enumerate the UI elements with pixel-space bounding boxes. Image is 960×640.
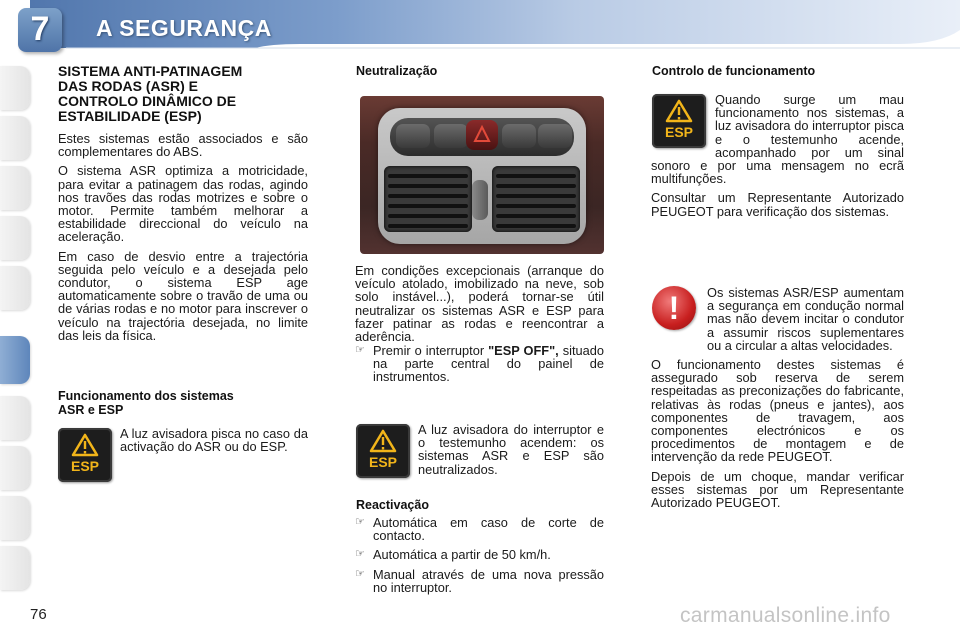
- neutralization-heading: Neutralização: [356, 64, 438, 78]
- warning-text-block: [651, 286, 904, 515]
- reactivation-list: [355, 516, 604, 600]
- neutralized-text: A luz avisadora do interruptor e o testemunho acendem: os sistemas ASR e ESP são neutralizados.: [418, 422, 604, 477]
- reactivation-item-text: Automática em caso de corte de contacto.: [373, 515, 604, 544]
- functioning-heading: [58, 389, 308, 417]
- section-title-line-3: CONTROLO DINÂMICO DE: [58, 93, 237, 109]
- intro-text: [58, 132, 308, 348]
- section-title-line-1: SISTEMA ANTI-PATINAGEM: [58, 63, 243, 79]
- esp-warning-icon: [356, 424, 410, 478]
- esp-off-label: "ESP OFF",: [488, 343, 559, 358]
- section-title-line-2: DAS RODAS (ASR) E: [58, 78, 199, 94]
- dashboard-center-console-photo: [360, 96, 604, 254]
- section-title: [58, 64, 308, 124]
- page-number: 76: [30, 606, 47, 623]
- side-tab-10[interactable]: [0, 546, 30, 590]
- neutralization-text: Em condições excepcionais (arranque do veículo atolado, imobilizado na neve, sob solo instável...), poderá tornar-se útil neutralizar os sistemas ASR e ESP para fazer patinar as rodas e reencontrar a aderência.: [355, 263, 604, 345]
- side-tab-2[interactable]: [0, 116, 30, 160]
- control-text-block: [651, 93, 904, 224]
- consult-text: Consultar um Representante Autorizado PEUGEOT para verificação dos sistemas.: [651, 190, 904, 219]
- pointing-hand-icon: ☞: [355, 516, 365, 528]
- functioning-heading-line-1: Funcionamento dos sistemas: [58, 389, 234, 403]
- section-title-line-4: ESTABILIDADE (ESP): [58, 108, 202, 124]
- exclamation-mark: !: [668, 290, 680, 326]
- esp-icon-label: ESP: [368, 454, 397, 470]
- reactivation-item: [355, 516, 604, 542]
- icon-float-spacer: [651, 93, 715, 147]
- esp-icon-label: ESP: [70, 458, 99, 474]
- hazard-button: [466, 120, 498, 150]
- reactivation-item-text: Automática a partir de 50 km/h.: [373, 547, 551, 563]
- chapter-title: A SEGURANÇA: [96, 15, 272, 41]
- reactivation-item: [355, 568, 604, 594]
- paragraph-2: O sistema ASR optimiza a motricidade, para evitar a patinagem das rodas, agindo nos travões das rodas motrizes e sobre o motor. Permite também melhorar a estabilidade direccional do veículo na aceleração.: [58, 163, 308, 245]
- paragraph-1: Estes sistemas estão associados e são complementares do ABS.: [58, 131, 308, 160]
- warning-text-1: Os sistemas ASR/ESP aumentam a segurança em condução normal mas não devem incitar o condutor a assumir riscos suplementares ou a circular a altas velocidades.: [707, 285, 904, 353]
- neutralization-bullet: [355, 344, 604, 384]
- functioning-heading-line-2: ASR e ESP: [58, 403, 124, 417]
- esp-off-button: [502, 124, 536, 148]
- chapter-number: 7: [30, 10, 50, 48]
- console-button-right: [538, 124, 572, 148]
- paragraph-3: Em caso de desvio entre a trajectória seguida pelo veículo e a desejada pelo condutor, o sistema ESP age automaticamente sobre o travão de uma ou de várias rodas e no motor para inscrever o veículo na trajectória desejada, no limite das leis da física.: [58, 248, 308, 343]
- reactivation-heading: Reactivação: [356, 498, 429, 512]
- watermark: carmanualsonline.info: [680, 604, 891, 627]
- control-text: Quando surge um mau funcionamento nos sistemas, a luz avisadora do interruptor pisca e o testemunho acende, acompanhado por um sinal sonoro e por uma mensagem no ecrã multifunções.: [651, 92, 904, 187]
- side-tab-8[interactable]: [0, 446, 30, 490]
- console-button-left-1: [396, 124, 430, 148]
- side-tab-7[interactable]: [0, 396, 30, 440]
- console-button-left-2: [434, 124, 468, 148]
- side-tab-6-active[interactable]: [0, 336, 30, 384]
- functioning-text: A luz avisadora pisca no caso da activação do ASR ou do ESP.: [120, 426, 308, 455]
- warning-text-3: Depois de um choque, mandar verificar esses sistemas por um Representante Autorizado PEUGEOT.: [651, 468, 904, 511]
- side-tab-5[interactable]: [0, 266, 30, 310]
- air-vent-left: [384, 166, 472, 232]
- bullet-suffix: situado na parte central do painel de instrumentos.: [373, 343, 604, 385]
- air-vent-right: [492, 166, 580, 232]
- side-tab-4[interactable]: [0, 216, 30, 260]
- esp-warning-icon: [58, 428, 112, 482]
- pointing-hand-icon: ☞: [355, 548, 365, 561]
- reactivation-item-text: Manual através de uma nova pressão no interruptor.: [373, 566, 604, 595]
- bullet-prefix: Premir o interruptor: [373, 343, 489, 358]
- control-heading: Controlo de funcionamento: [652, 64, 816, 78]
- vent-knob: [472, 180, 488, 220]
- esp-icon-label: ESP: [664, 124, 693, 140]
- pointing-hand-icon: ☞: [355, 567, 365, 580]
- side-tab-1[interactable]: [0, 66, 30, 110]
- warning-text-2: O funcionamento destes sistemas é assegurado sob reserva de serem respeitadas as preconizações do fabricante, relativas às rodas (pneus e jantes), aos componentes de travagem, aos componentes electrónicos e os procedimentos de montagem e de intervenção da rede PEUGEOT.: [651, 357, 904, 465]
- side-tab-3[interactable]: [0, 166, 30, 210]
- pointing-hand-icon: ☞: [355, 344, 365, 356]
- neutralization-bullet-text: [373, 344, 604, 384]
- warning-float-spacer: [651, 286, 707, 342]
- reactivation-item: [355, 548, 604, 561]
- side-tab-9[interactable]: [0, 496, 30, 540]
